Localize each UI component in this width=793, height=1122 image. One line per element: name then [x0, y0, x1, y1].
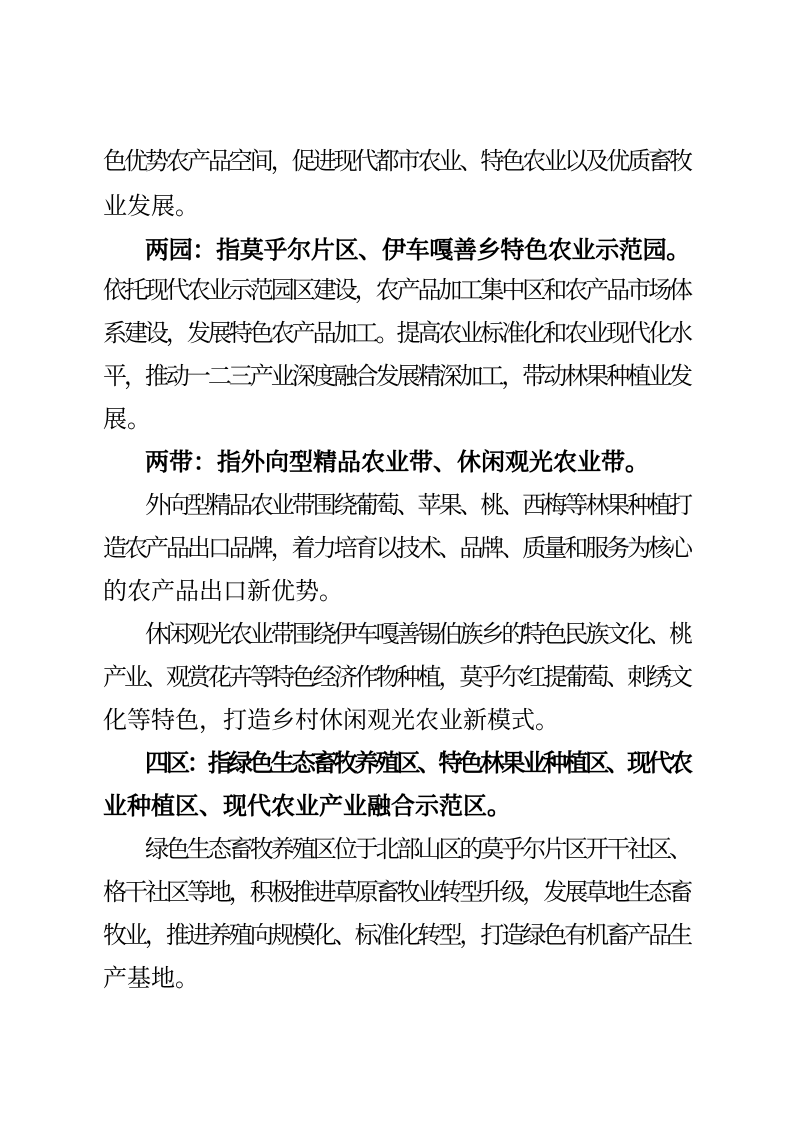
- heading-four-zones-cont: 业种植区、现代农业产业融合示范区。: [103, 792, 511, 820]
- text-line-19: 牧业，推进养殖向规模化、标准化转型，打造绿色有机畜产品生: [103, 921, 690, 949]
- heading-four-zones: 四区：指绿色生态畜牧养殖区、特色林果业种植区、现代农: [145, 749, 690, 777]
- text-line-13: 产业、观赏花卉等特色经济作物种植，莫乎尔红提葡萄、刺绣文: [103, 663, 690, 691]
- heading-two-belts: 两带：指外向型精品农业带、休闲观光农业带。: [145, 448, 649, 476]
- text-line-2: 业发展。: [103, 192, 199, 220]
- text-line-18: 格干社区等地，积极推进草原畜牧业转型升级，发展草地生态畜: [103, 878, 690, 906]
- heading-two-parks: 两园：指莫乎尔片区、伊车嘎善乡特色农业示范园。: [145, 236, 690, 264]
- text-line-17: 绿色生态畜牧养殖区位于北部山区的莫乎尔片区开干社区、: [145, 835, 690, 863]
- text-line-6: 平，推动一二三产业深度融合发展精深加工，带动林果种植业发: [103, 362, 690, 390]
- text-line-4: 依托现代农业示范园区建设，农产品加工集中区和农产品市场体: [103, 276, 690, 304]
- text-line-9: 外向型精品农业带围绕葡萄、苹果、桃、西梅等林果种植打: [145, 491, 690, 519]
- text-line-14: 化等特色，打造乡村休闲观光农业新模式。: [103, 706, 559, 734]
- text-line-5: 系建设，发展特色农产品加工。提高农业标准化和农业现代化水: [103, 319, 690, 347]
- text-line-7: 展。: [103, 405, 151, 433]
- text-line-1: 色优势农产品空间，促进现代都市农业、特色农业以及优质畜牧: [103, 147, 690, 175]
- text-line-10: 造农产品出口品牌，着力培育以技术、品牌、质量和服务为核心: [103, 534, 690, 562]
- text-line-11: 的农产品出口新优势。: [103, 577, 343, 605]
- text-line-20: 产基地。: [103, 964, 199, 992]
- text-line-12: 休闲观光农业带围绕伊车嘎善锡伯族乡的特色民族文化、桃: [145, 620, 690, 648]
